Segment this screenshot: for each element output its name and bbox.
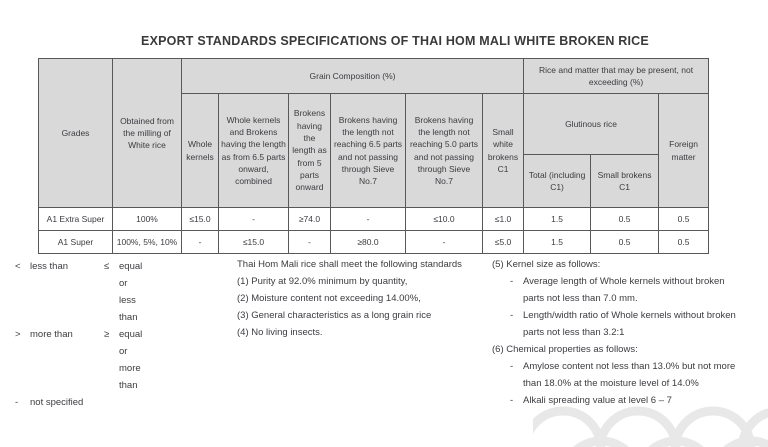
- small-white-c1-cell: ≤5.0: [483, 231, 524, 254]
- dash-marker: -: [510, 276, 514, 287]
- legend-symbol: ≤: [104, 261, 110, 272]
- col-header-glutinous-total: Total (including C1): [524, 155, 591, 208]
- group-header-rice-matter: Rice and matter that may be present, not exceeding (%): [524, 59, 709, 94]
- dash-marker: -: [510, 361, 514, 372]
- col-header-glutinous-small: Small brokens C1: [591, 155, 659, 208]
- glutinous-total-cell: 1.5: [524, 231, 591, 254]
- brokens-from-5-cell: -: [289, 231, 331, 254]
- whole-kernels-cell: -: [182, 231, 219, 254]
- col-header-wk-brokens-combined: Whole kernels and Brokens having the length as from 6.5 parts onward, combined: [219, 94, 289, 208]
- group-header-grain-composition: Grain Composition (%): [182, 59, 524, 94]
- standards-item: (4) No living insects.: [237, 327, 323, 338]
- glutinous-total-cell: 1.5: [524, 208, 591, 231]
- brokens-not-65-cell: ≥80.0: [331, 231, 406, 254]
- dash-marker: -: [510, 395, 514, 406]
- glutinous-small-cell: 0.5: [591, 208, 659, 231]
- table-row-a1-super: [39, 231, 709, 254]
- brokens-not-50-cell: -: [406, 231, 483, 254]
- legend-text: more than: [30, 329, 73, 340]
- wk-brokens-cell: -: [219, 208, 289, 231]
- col-header-obtained: Obtained from the milling of White rice: [113, 59, 182, 208]
- foreign-matter-cell: 0.5: [659, 231, 709, 254]
- legend-symbol: <: [15, 261, 21, 272]
- grade-cell: A1 Super: [39, 231, 113, 254]
- legend-symbol: ≥: [104, 329, 110, 340]
- notes-list: [492, 256, 760, 409]
- standards-intro: Thai Hom Mali rice shall meet the following standards: [237, 259, 462, 270]
- note-6-heading: (6) Chemical properties as follows:: [492, 344, 638, 355]
- spec-table: [38, 58, 709, 254]
- legend-text: equal or less than: [119, 261, 143, 323]
- wk-brokens-cell: ≤15.0: [219, 231, 289, 254]
- col-header-whole-kernels: Whole kernels: [182, 94, 219, 208]
- symbol-legend: [15, 258, 142, 411]
- legend-text: not specified: [30, 397, 84, 408]
- obtained-cell: 100%, 5%, 10%: [113, 231, 182, 254]
- legend-symbol: -: [15, 397, 19, 408]
- standards-item: (2) Moisture content not exceeding 14.00%,: [237, 293, 421, 304]
- brokens-not-50-cell: ≤10.0: [406, 208, 483, 231]
- table-row-a1-extra-super: [39, 208, 709, 231]
- legend-symbol: >: [15, 329, 21, 340]
- col-header-brokens-not-50: Brokens having the length not reaching 5.0 parts and not passing through Sieve No.7: [406, 94, 483, 208]
- page-title: EXPORT STANDARDS SPECIFICATIONS OF THAI HOM MALI WHITE BROKEN RICE: [141, 34, 649, 48]
- foreign-matter-cell: 0.5: [659, 208, 709, 231]
- note-5-item: - Length/width ratio of Whole kernels without broken parts not less than 3.2:1: [492, 307, 760, 341]
- brokens-not-65-cell: -: [331, 208, 406, 231]
- note-5-heading: (5) Kernel size as follows:: [492, 259, 601, 270]
- col-header-brokens-from-5: Brokens having the length as from 5 parts onward: [289, 94, 331, 208]
- brokens-from-5-cell: ≥74.0: [289, 208, 331, 231]
- note-6-item: - Alkali spreading value at level 6 – 7: [492, 392, 760, 409]
- whole-kernels-cell: ≤15.0: [182, 208, 219, 231]
- standards-item: (3) General characteristics as a long grain rice: [237, 310, 432, 321]
- legend-text: equal or more than: [119, 329, 143, 391]
- note-6-item: - Amylose content not less than 13.0% but not more than 18.0% at the moisture level of 14.0%: [492, 358, 760, 392]
- group-header-glutinous: Glutinous rice: [524, 94, 659, 155]
- legend-text: less than: [30, 261, 69, 272]
- standards-item: (1) Purity at 92.0% minimum by quantity,: [237, 276, 408, 287]
- small-white-c1-cell: ≤1.0: [483, 208, 524, 231]
- note-5-item: - Average length of Whole kernels without broken parts not less than 7.0 mm.: [492, 273, 760, 307]
- glutinous-small-cell: 0.5: [591, 231, 659, 254]
- standards-list: [237, 256, 487, 341]
- grade-cell: A1 Extra Super: [39, 208, 113, 231]
- obtained-cell: 100%: [113, 208, 182, 231]
- col-header-foreign-matter: Foreign matter: [659, 94, 709, 208]
- legend-symbol: [104, 394, 119, 411]
- col-header-grades: Grades: [39, 59, 113, 208]
- legend-text: [119, 394, 142, 411]
- dash-marker: -: [510, 310, 514, 321]
- col-header-brokens-not-65: Brokens having the length not reaching 6.5 parts and not passing through Sieve No.7: [331, 94, 406, 208]
- col-header-small-white-c1: Small white brokens C1: [483, 94, 524, 208]
